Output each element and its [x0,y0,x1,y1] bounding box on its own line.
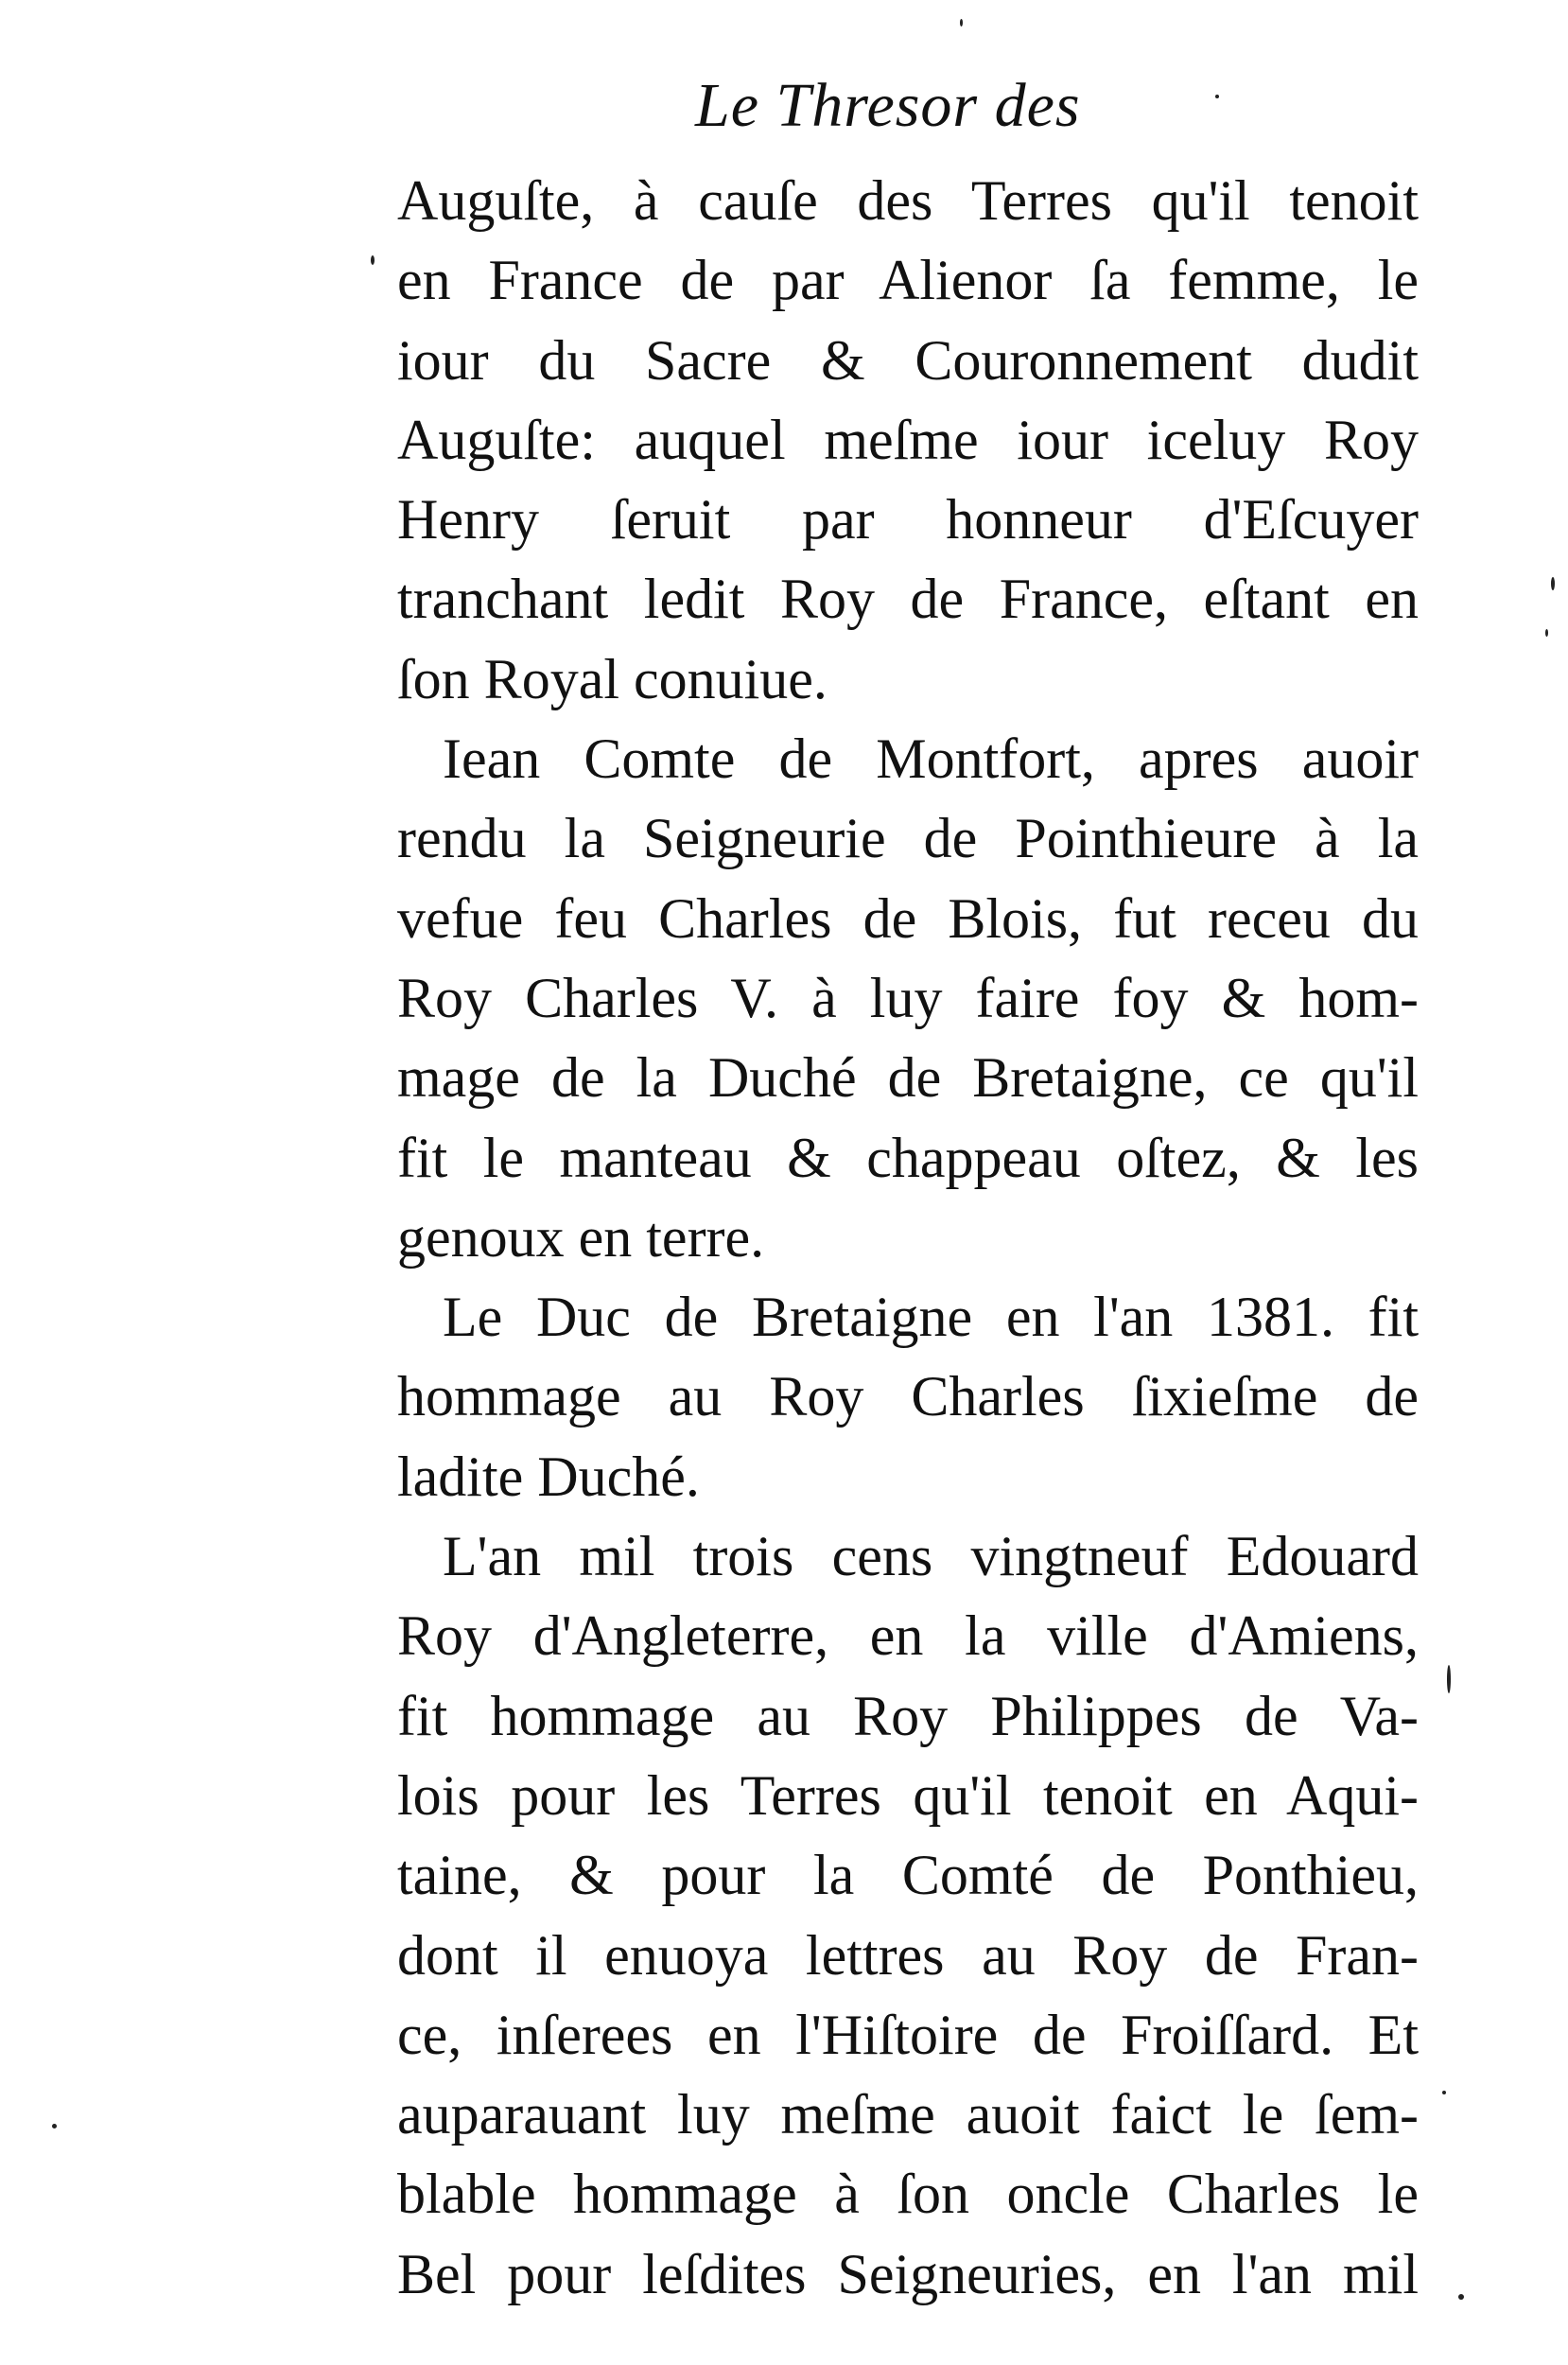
text-line: Iean Comte de Montfort, apres auoir [443,727,1419,791]
text-line: lois pour les Terres qu'il tenoit en Aqui- [397,1763,1419,1827]
body-text [397,161,1419,2314]
text-line: tranchant ledit Roy de France, eſtant en [397,568,1419,631]
text-line: Roy d'Angleterre, en la ville d'Amiens, [397,1604,1419,1668]
margin-speck [1551,577,1555,590]
margin-speck [1458,2294,1464,2300]
text-line: iour du Sacre & Couronnement dudit [397,328,1419,392]
margin-speck [371,255,375,265]
text-line: genoux en terre. [397,1205,765,1269]
text-line: mage de la Duché de Bretaigne, ce qu'il [397,1046,1419,1110]
text-line: ſon Royal conuiue. [397,647,828,710]
margin-speck [960,19,963,26]
text-line: Roy Charles V. à luy faire foy & hom- [397,966,1419,1029]
margin-speck [1215,95,1219,98]
text-line: en France de par Alienor ſa femme, le [397,249,1419,312]
text-line: Le Duc de Bretaigne en l'an 1381. fit [443,1286,1419,1349]
text-line: fit hommage au Roy Philippes de Va- [397,1684,1419,1747]
margin-speck [1447,1665,1451,1693]
text-line: Auguſte: auquel meſme iour iceluy Roy [397,408,1419,471]
text-line: rendu la Seigneurie de Pointhieure à la [397,807,1419,870]
text-line: fit le manteau & chappeau oſtez, & les [397,1126,1419,1189]
text-line: hommage au Roy Charles ſixieſme de [397,1365,1419,1428]
text-line: L'an mil trois cens vingtneuf Edouard [443,1525,1419,1588]
margin-speck [1545,629,1548,637]
margin-speck [52,2124,57,2128]
text-line: Henry ſeruit par honneur d'Eſcuyer [397,488,1419,552]
text-line: dont il enuoya lettres au Roy de Fran- [397,1923,1419,1987]
text-line: ladite Duché. [397,1445,700,1508]
text-line: vefue feu Charles de Blois, fut receu du [397,886,1419,950]
text-line: ce, inſerees en l'Hiſtoire de Froiſſard. Et [397,2003,1419,2066]
text-line: Auguſte, à cauſe des Terres qu'il tenoit [397,169,1419,232]
margin-speck [1442,2091,1446,2094]
running-head: Le Thresor des [695,71,1081,140]
text-line: auparauant luy meſme auoit faict le ſem- [397,2083,1419,2146]
text-line: taine, & pour la Comté de Ponthieu, [397,1844,1419,1907]
text-line: Bel pour leſdites Seigneuries, en l'an mil [397,2242,1419,2305]
text-line: blable hommage à ſon oncle Charles le [397,2163,1419,2226]
